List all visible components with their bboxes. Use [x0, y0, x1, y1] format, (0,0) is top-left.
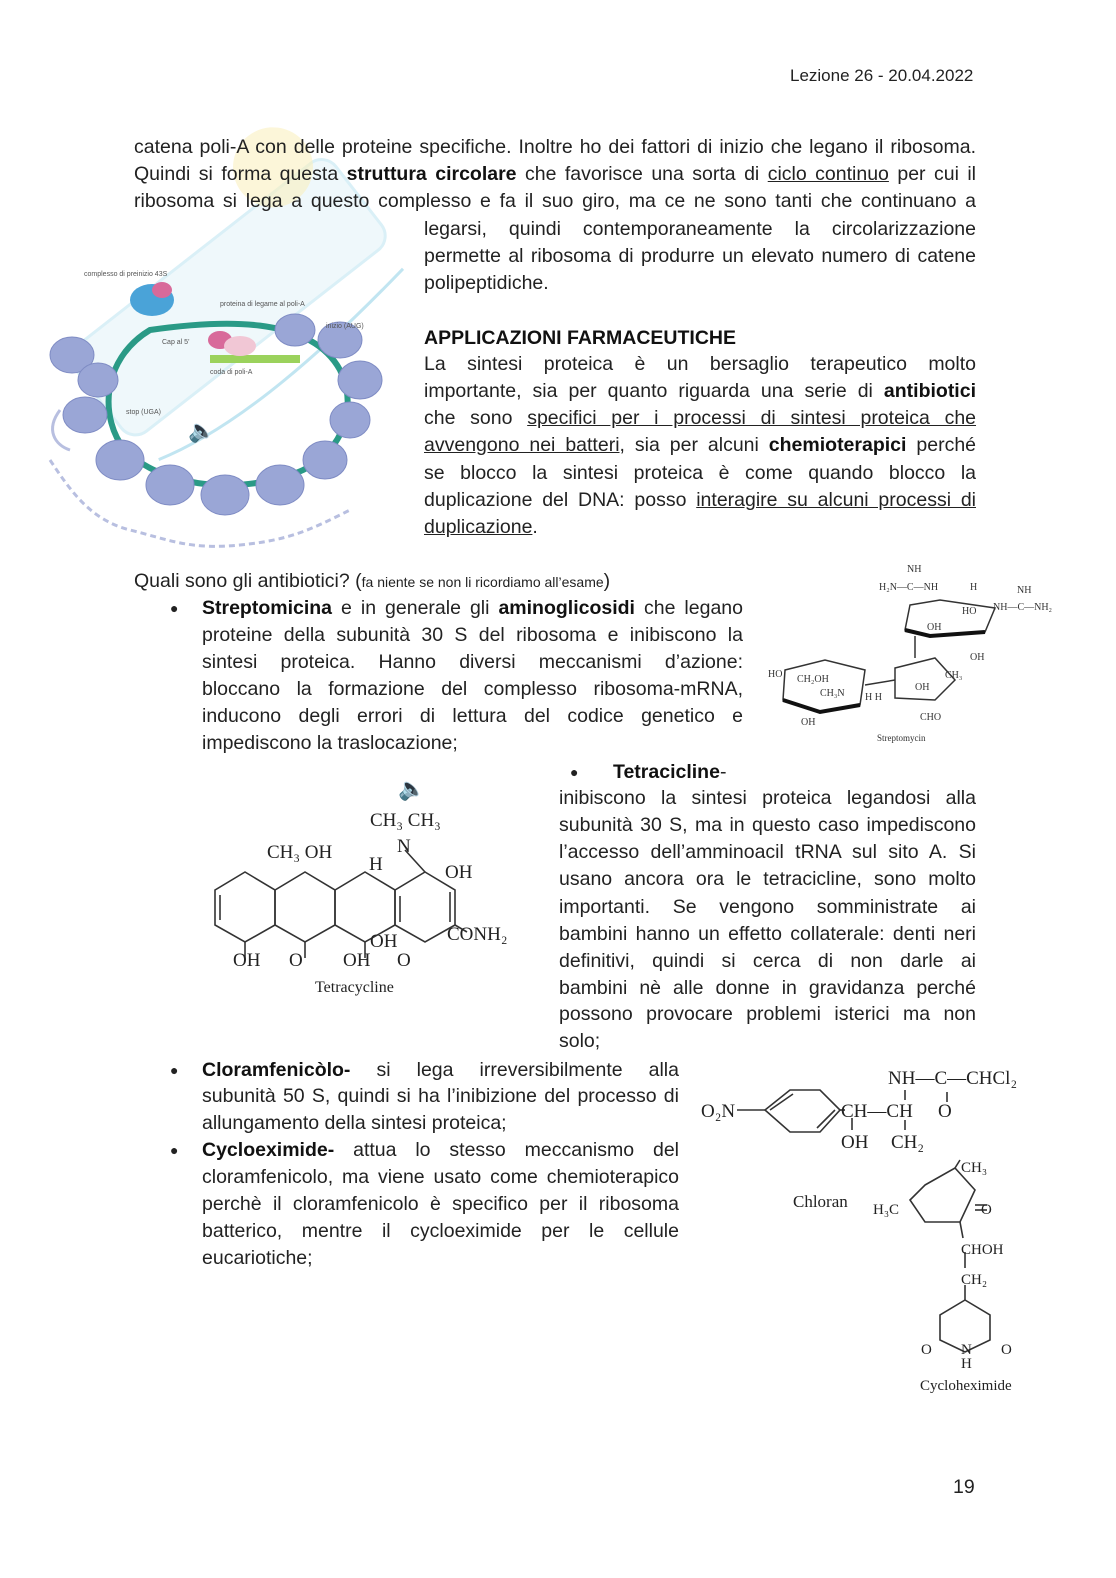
svg-text:OH: OH [801, 717, 816, 728]
tetra-line-7: definitivi, quindi si cerca di non darle ai [559, 950, 976, 972]
svg-text:OH: OH [970, 652, 985, 663]
label-stop: stop (UGA) [126, 409, 162, 416]
tetra-line-5: importanti. Se vengono somministrate ai [559, 896, 976, 918]
tetra-line-3: l’accesso dell’amminoacil tRNA sul sito A. Si [559, 841, 976, 863]
tetra-line-9: possono provocare problemi isterici ma non [559, 1003, 976, 1025]
svg-text:CHOH: CHOH [961, 1242, 1004, 1258]
strepto-line-5: inducono degli errori di lettura del codice genetico e [202, 705, 743, 727]
svg-text:CH₂: CH₂ [891, 1132, 925, 1153]
bullet-dot: ● [170, 600, 179, 616]
svg-text:O: O [1001, 1342, 1012, 1358]
pharma-title: APPLICAZIONI FARMACEUTICHE [424, 327, 736, 349]
label-start: inizio (AUG) [326, 323, 364, 330]
svg-text:CH₂: CH₂ [961, 1272, 988, 1288]
svg-text:O: O [289, 950, 303, 971]
svg-text:CH₃N: CH₃N [820, 688, 845, 699]
chloram-line-1: Cloramfenicòlo- si lega irreversibilmente alla [202, 1059, 679, 1081]
pharma-line-2: importante, sia per quanto riguarda una serie di antibiotici [424, 380, 976, 402]
intro-line-2: Quindi si forma questa struttura circolare che favorisce una sorta di ciclo continuo per cui il [134, 163, 977, 185]
strepto-line-1: Streptomicina e in generale gli aminoglicosidi che legano [202, 597, 743, 619]
tetra-line-8: bambini nè alle donne in gravidanza perché [559, 977, 976, 999]
circular-mrna-figure [40, 260, 410, 560]
svg-text:O: O [981, 1202, 992, 1218]
strepto-line-4: bloccano la formazione del complesso ribosoma-mRNA, [202, 678, 743, 700]
svg-text:O: O [938, 1101, 952, 1122]
svg-text:CH₃: CH₃ [961, 1160, 988, 1176]
svg-text:HO: HO [962, 606, 977, 617]
svg-text:OH: OH [927, 622, 942, 633]
bullet-dot: ● [170, 1062, 179, 1078]
label-tail: coda di poli-A [210, 369, 253, 376]
intro-line-4: legarsi, quindi contemporaneamente la circolarizzazione [424, 218, 976, 240]
tetra-title: Tetracicline- [613, 761, 727, 783]
svg-text:OH: OH [445, 862, 473, 883]
intro-line-1: catena poli-A con delle proteine specifiche. Inoltre ho dei fattori di inizio che legano il ribosoma. [134, 136, 976, 158]
bullet-dot: ● [170, 1142, 179, 1158]
svg-text:HO: HO [768, 669, 783, 680]
chloram-line-2: subunità 50 S, quindi si ha l’inibizione del processo di [202, 1085, 679, 1107]
svg-text:H H: H H [865, 692, 882, 703]
cyclo-line-1: Cycloeximide- attua lo stesso meccanismo del [202, 1139, 679, 1161]
svg-text:OH: OH [233, 950, 261, 971]
tetra-line-4: usano ancora ora le tetracicline, sono molto [559, 868, 976, 890]
svg-text:O: O [397, 950, 411, 971]
pharma-line-1: La sintesi proteica è un bersaglio terapeutico molto [424, 353, 976, 375]
bullet-dot: ● [570, 764, 579, 780]
cyclo-line-4: batterico, mentre il cycloeximide per le cellule [202, 1220, 679, 1242]
svg-text:H₃C: H₃C [873, 1202, 900, 1218]
pharma-line-7: duplicazione. [424, 516, 538, 538]
svg-text:O: O [921, 1342, 932, 1358]
antibiotics-question: Quali sono gli antibiotici? (fa niente se non li ricordiamo all’esame) [134, 570, 611, 592]
tetracycline-structure [205, 800, 535, 1000]
svg-text:OH: OH [841, 1132, 869, 1153]
svg-text:NH: NH [907, 564, 922, 575]
strepto-line-6: impediscono la traslocazione; [202, 732, 458, 754]
intro-line-3: ribosoma si lega a questo complesso e fa il suo giro, ma ce ne sono tanti che continuano a [134, 190, 976, 212]
svg-text:OH: OH [915, 682, 930, 693]
svg-text:CH₂OH: CH₂OH [797, 674, 829, 685]
intro-line-5: permette al ribosoma di produrre un elevato numero di catene [424, 245, 976, 267]
svg-text:CH—CH: CH—CH [841, 1101, 913, 1122]
tetra-line-10: solo; [559, 1030, 601, 1052]
pharma-line-4: avvengono nei batteri, sia per alcuni chemioterapici perché [424, 434, 977, 456]
intro-line-6: polipeptidiche. [424, 272, 549, 294]
pharma-line-3: che sono specifici per i processi di sintesi proteica che [424, 407, 977, 429]
chloramphenicol-cycloheximide-structure [695, 1060, 1065, 1400]
svg-text:O₂N: O₂N [701, 1101, 736, 1122]
svg-text:N: N [961, 1342, 972, 1358]
tetra-line-2: subunità 30 S, ma in questo caso impediscono [559, 814, 976, 836]
svg-text:NH—C—NH₂: NH—C—NH₂ [993, 602, 1053, 613]
svg-text:CHO: CHO [920, 712, 942, 723]
label-polya-protein: proteina di legame al poli-A [220, 301, 305, 308]
label-complex: complesso di preinizio 43S [84, 271, 168, 278]
svg-text:NH—C—CHCl₂: NH—C—CHCl₂ [888, 1068, 1018, 1089]
strepto-line-3: sintesi proteica. Hanno diversi meccanismi d’azione: [202, 651, 743, 673]
pharma-line-5: se blocco la sintesi proteica è come quando blocco la [424, 462, 976, 484]
streptomycin-caption: Streptomycin [877, 733, 926, 743]
streptomycin-structure [765, 560, 1065, 750]
svg-text:N: N [397, 836, 411, 857]
cyclo-line-2: cloramfenicolo, ma viene usato come chemioterapico [202, 1166, 679, 1188]
strepto-line-2: proteine della subunità 30 S del ribosoma e inibiscono la [202, 624, 743, 646]
svg-text:CONH₂: CONH₂ [447, 924, 508, 945]
svg-text:CH₃ CH₃: CH₃ CH₃ [370, 810, 441, 831]
lecture-header: Lezione 26 - 20.04.2022 [790, 66, 974, 85]
label-cap: Cap al 5' [162, 339, 190, 346]
speaker-icon[interactable]: 🔈 [188, 418, 216, 443]
svg-text:OH: OH [370, 931, 398, 952]
cycloheximide-caption: Cycloheximide [920, 1378, 1012, 1394]
svg-text:H: H [970, 582, 978, 593]
tetracycline-caption: Tetracycline [315, 979, 394, 996]
svg-text:H: H [961, 1356, 972, 1372]
svg-text:CH₃ OH: CH₃ OH [267, 842, 333, 863]
chloramphenicol-caption: Chloran [793, 1192, 848, 1211]
speaker-icon-2[interactable]: 🔈 [398, 776, 426, 801]
svg-text:H₂N—C—NH: H₂N—C—NH [879, 582, 939, 593]
tetra-line-6: bambini hanno un effetto collaterale: denti neri [559, 923, 976, 945]
page-number: 19 [953, 1476, 975, 1498]
svg-text:H: H [369, 854, 383, 875]
svg-text:OH: OH [343, 950, 371, 971]
chloram-line-3: allungamento della sintesi proteica; [202, 1112, 507, 1134]
cyclo-line-5: eucariotiche; [202, 1247, 313, 1269]
cyclo-line-3: perchè il cloramfenicolo è specifico per il ribosoma [202, 1193, 679, 1215]
svg-text:CH₃: CH₃ [945, 670, 963, 681]
tetra-line-1: inibiscono la sintesi proteica legandosi alla [559, 787, 976, 809]
svg-text:NH: NH [1017, 585, 1032, 596]
pharma-line-6: duplicazione del DNA: posso interagire su alcuni processi di [424, 489, 976, 511]
